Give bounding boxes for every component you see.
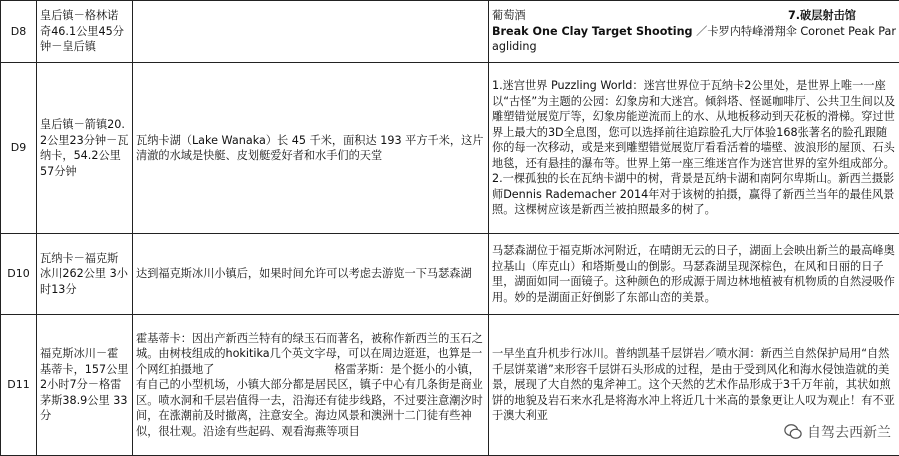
table-row <box>1 315 899 456</box>
route-cell: 瓦纳卡－福克斯冰川262公里 3小时13分 <box>37 234 133 315</box>
day-cell: D8 <box>1 1 37 63</box>
scenery-cell: 达到福克斯冰川小镇后，如果时间允许可以考虑去游览一下马瑟森湖 <box>133 234 489 315</box>
activities-top-line <box>492 8 896 24</box>
activities-top-text: 葡萄酒 <box>492 8 526 24</box>
day-cell: D11 <box>1 315 37 456</box>
activities-cell <box>489 1 899 63</box>
activities-cell: 马瑟森湖位于福克斯冰河附近，在晴朗无云的日子，湖面上会映出新兰的最高峰奥拉基山（库克山）和塔斯曼山的倒影。马瑟森湖呈现深棕色，在风和日丽的日子里，湖面如同一面镜子。这种颜色的形成源于周边林地植被有机物质的自然浸吸作用。妙的是湖面正好倒影了东部山峦的美景。 <box>489 234 899 315</box>
scenery-cell: 瓦纳卡湖（Lake Wanaka）长 45 千米，面积达 193 平方千米，这片清澈的水域是快艇、皮划艇爱好者和水手们的天堂 <box>133 63 489 234</box>
route-cell: 皇后镇－箭镇20.2公里23分钟－瓦纳卡，54.2公里 57分钟 <box>37 63 133 234</box>
activities-text: 一早坐直升机步行冰川。普纳凯基千层饼岩／喷水洞：新西兰自然保护局用“自然千层饼菜谱”来形容千层饼石头形成的过程，是由于受到风化和海水侵蚀造就的美景，展现了大自然的鬼斧神工。这个天然的艺术作品形成于3千万年前，其状如煎饼的地貌及岩石 <box>492 347 891 407</box>
activities-tail-text: 来水孔是将海水冲上将近几十米高的景象更让人叹为观止！有不亚于澳大利亚 <box>492 394 895 423</box>
scenery-cell <box>133 315 489 456</box>
scenery-hokitika-text: 霍基蒂卡：因出产新西兰特有的绿玉石而著名，被称作新西兰的玉石之城。由树枝组成的hokitika几个英文字母，可以在周边逛逛，也算是一个网红拍摄地了 <box>136 332 483 376</box>
day-cell: D9 <box>1 63 37 234</box>
activities-top-right-text: 7.破层射击馆 <box>788 8 896 24</box>
scenery-cell <box>133 1 489 63</box>
route-cell: 福克斯冰川－霍基蒂卡，157公里 2小时7分－格雷茅斯38.9公里 33分 <box>37 315 133 456</box>
watermark <box>784 422 891 442</box>
chat-bubble-icon <box>784 423 802 441</box>
table-row <box>1 63 899 234</box>
scenery-greymouth-text: 格雷茅斯：是个挺小的小镇，有自己的小型机场，小镇大部分都是居民区，镇子中心有几条街是商业区。喷水洞和千层岩值得一去，沿海还有徒步线路，不过要注意潮汐时间，在涨潮前及时撤离，注意安全。海边风景和澳洲十二门徒有些神似，很壮观。沿途有些起码、观看海燕等项目 <box>136 363 483 438</box>
watermark-text: 自驾去西新兰 <box>807 422 891 442</box>
route-cell: 皇后镇－格林诺奇46.1公里45分钟－皇后镇 <box>37 1 133 63</box>
activities-cell: 1.迷宫世界 Puzzling World：迷宫世界位于瓦纳卡2公里处，是世界上唯一一座以“古怪”为主题的公园：幻象房和大迷宫。倾斜塔、怪诞咖啡厅、公共卫生间以及雕塑错觉展览厅等，幻象房能逆流而上的水、从地板移动到天花板的滑梯。穿过世界上最大的3D全息图，您可以选择前往追踪脸孔大厅体验168张著名的脸孔跟随你的每一次移动，或是来到雕塑错觉展览厅看看活着的墙壁、波浪形的屋顶、石头地毯，还有悬挂的瀑布等。世界上第一座三维迷宫作为迷宫世界的室外组成部分。 2.一棵孤独的长在瓦纳卡湖中的树，背景是瓦纳卡湖和南阿尔卑斯山。新西兰摄影师Dennis Rademacher 2014年对于该树的拍摄，赢得了新西兰当年的最佳风景照。这棵树应该是新西兰被拍照最多的树了。 <box>489 63 899 234</box>
activities-bold-text: Break One Clay Target Shooting <box>492 25 693 38</box>
day-cell: D10 <box>1 234 37 315</box>
table-row <box>1 234 899 315</box>
table-row <box>1 1 899 63</box>
activities-rest-text: ／卡罗内特峰滑翔伞 Coronet Peak Paragliding <box>492 25 896 54</box>
